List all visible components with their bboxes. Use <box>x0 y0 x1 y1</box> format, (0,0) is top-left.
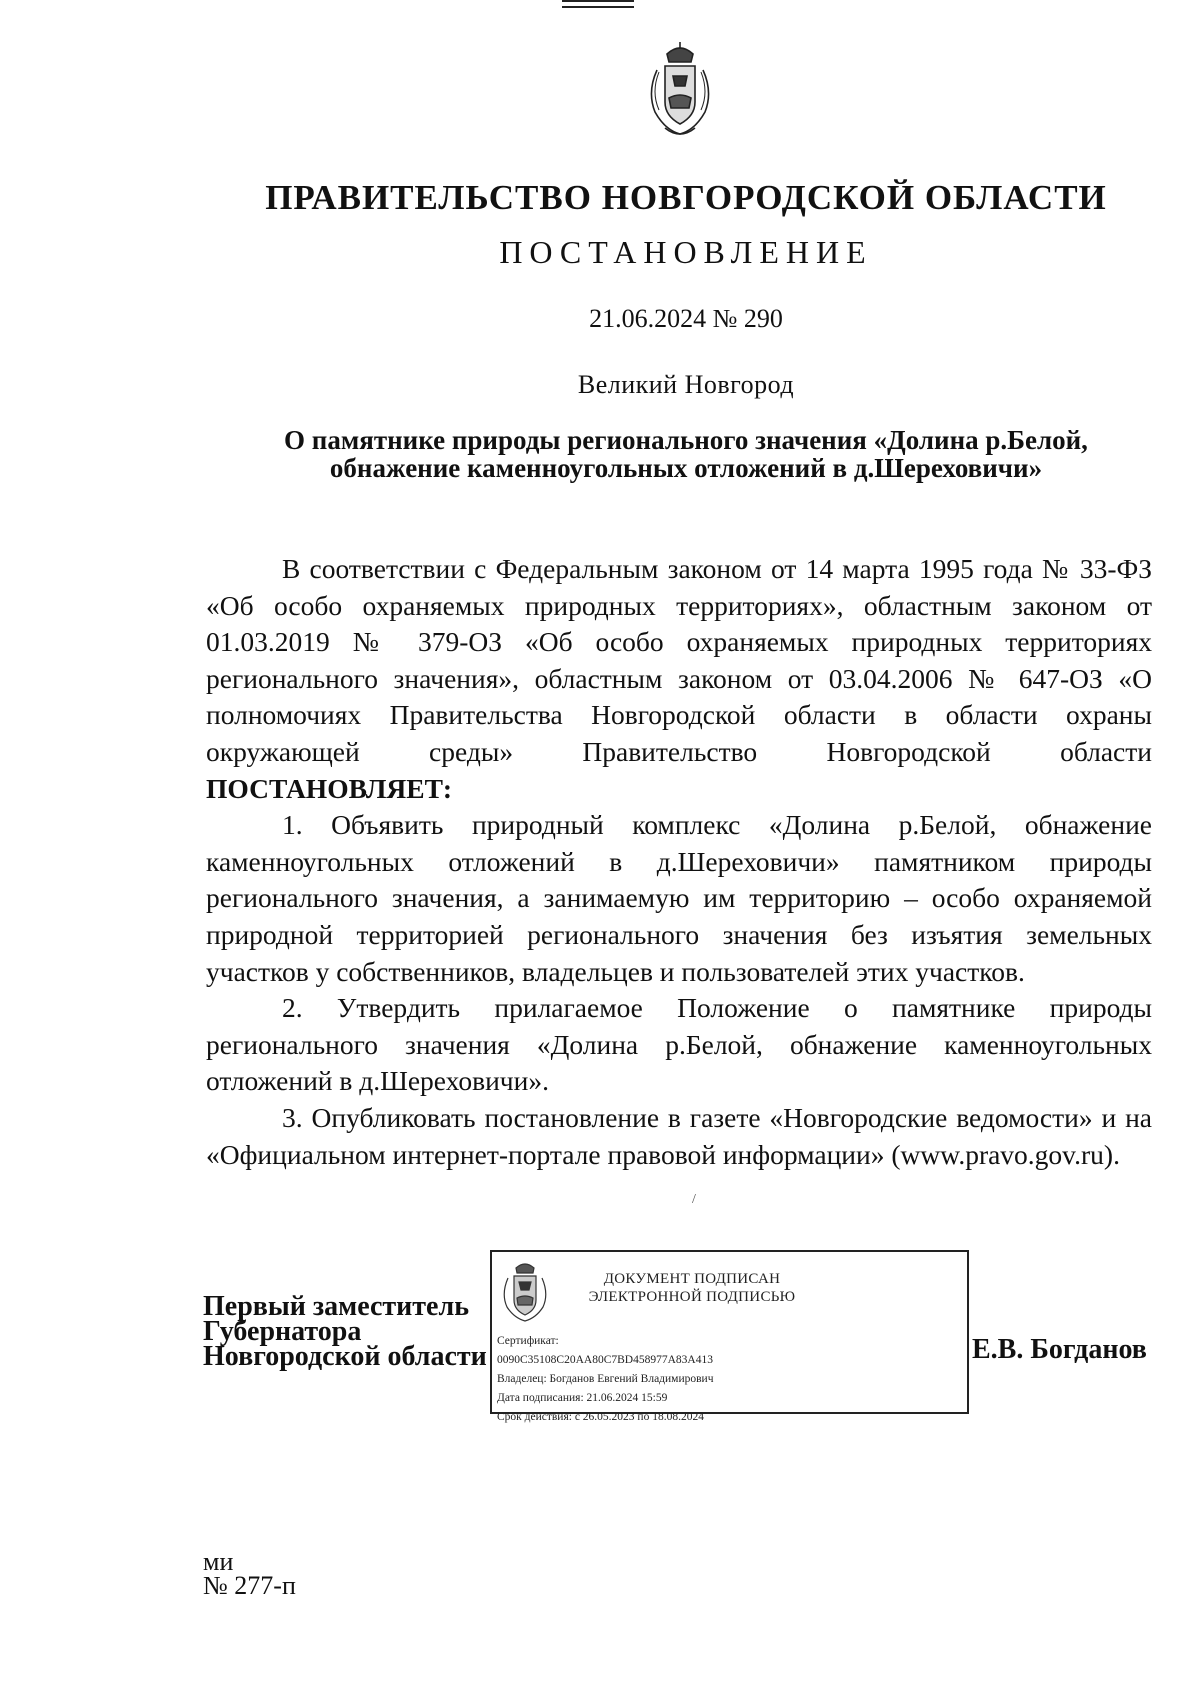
cert-owner: Владелец: Богданов Евгений Владимирович <box>497 1373 714 1385</box>
signer-position-line: Губернатора <box>203 1316 362 1347</box>
decree-word: ПОСТАНОВЛЯЕТ: <box>206 772 453 804</box>
resolution-item: 1. Объявить природный комплекс «Долина р.Белой, обнажение каменноугольных отложений в д.Шереховичи» памятником природы регионального значения, а занимаемую им территорию – особо охраняемой природной территорией регионального значения без изъятия земельных участков у собственников, владельцев и пользователей этих участков. <box>206 809 1152 987</box>
stamp-details <box>497 1332 713 1427</box>
stamp-heading-line: ЭЛЕКТРОННОЙ ПОДПИСЬЮ <box>588 1289 796 1305</box>
stamp-heading <box>577 1270 807 1306</box>
document-city: Великий Новгород <box>577 370 795 399</box>
cert-label: Сертификат: <box>497 1335 559 1347</box>
footer-number: № 277-п <box>203 1571 296 1600</box>
electronic-signature-stamp <box>490 1250 969 1423</box>
stamp-heading-line: ДОКУМЕНТ ПОДПИСАН <box>603 1271 781 1287</box>
preamble-text: В соответствии с Федеральным законом от 14 марта 1995 года № 33-ФЗ «Об особо охраняемых природных территориях», областным законом от 01.03.2019 № 379-ОЗ «Об особо охраняемых природных территориях регионального значения», областным законом от 03.04.2006 № 647-ОЗ «О полномочиях Правительства Новгородской области в области охраны окружающей среды» Правительство Новгородской области <box>206 553 1152 767</box>
footer-initials: ми <box>203 1547 234 1576</box>
signed-date: Дата подписания: 21.06.2024 15:59 <box>497 1392 668 1404</box>
cert-validity: Срок действия: с 26.05.2023 по 18.08.2024 <box>497 1411 704 1423</box>
document-date-number: 21.06.2024 № 290 <box>589 304 783 333</box>
resolution-item: 2. Утвердить прилагаемое Положение о памятнике природы регионального значения «Долина р.Белой, обнажение каменноугольных отложений в д.Шереховичи». <box>206 992 1152 1097</box>
government-title: ПРАВИТЕЛЬСТВО НОВГОРОДСКОЙ ОБЛАСТИ <box>265 178 1107 217</box>
signer-position <box>203 1291 493 1372</box>
document-heading: О памятнике природы регионального значения «Долина р.Белой, обнажение каменноугольных отложений в д.Шереховичи» <box>284 425 1088 483</box>
document-type: ПОСТАНОВЛЕНИЕ <box>499 234 873 270</box>
signer-name: Е.В. Богданов <box>972 1334 1147 1365</box>
stamp-coat-of-arms-icon <box>500 1260 550 1326</box>
coat-of-arms-icon <box>645 42 715 142</box>
preamble-paragraph <box>206 551 1152 807</box>
document-body <box>206 551 1152 1173</box>
footer-code <box>203 1547 296 1600</box>
scan-mark: / <box>692 1192 696 1207</box>
resolution-item: 3. Опубликовать постановление в газете «Новгородские ведомости» и на «Официальном интернет-портале правовой информации» (www.pravo.gov.ru). <box>206 1101 1152 1170</box>
top-registration-mark <box>562 0 634 8</box>
signer-position-line: Первый заместитель <box>203 1291 469 1322</box>
signer-position-line: Новгородской области <box>203 1341 487 1372</box>
cert-number: 0090C35108C20AA80C7BD458977A83A413 <box>497 1354 713 1366</box>
